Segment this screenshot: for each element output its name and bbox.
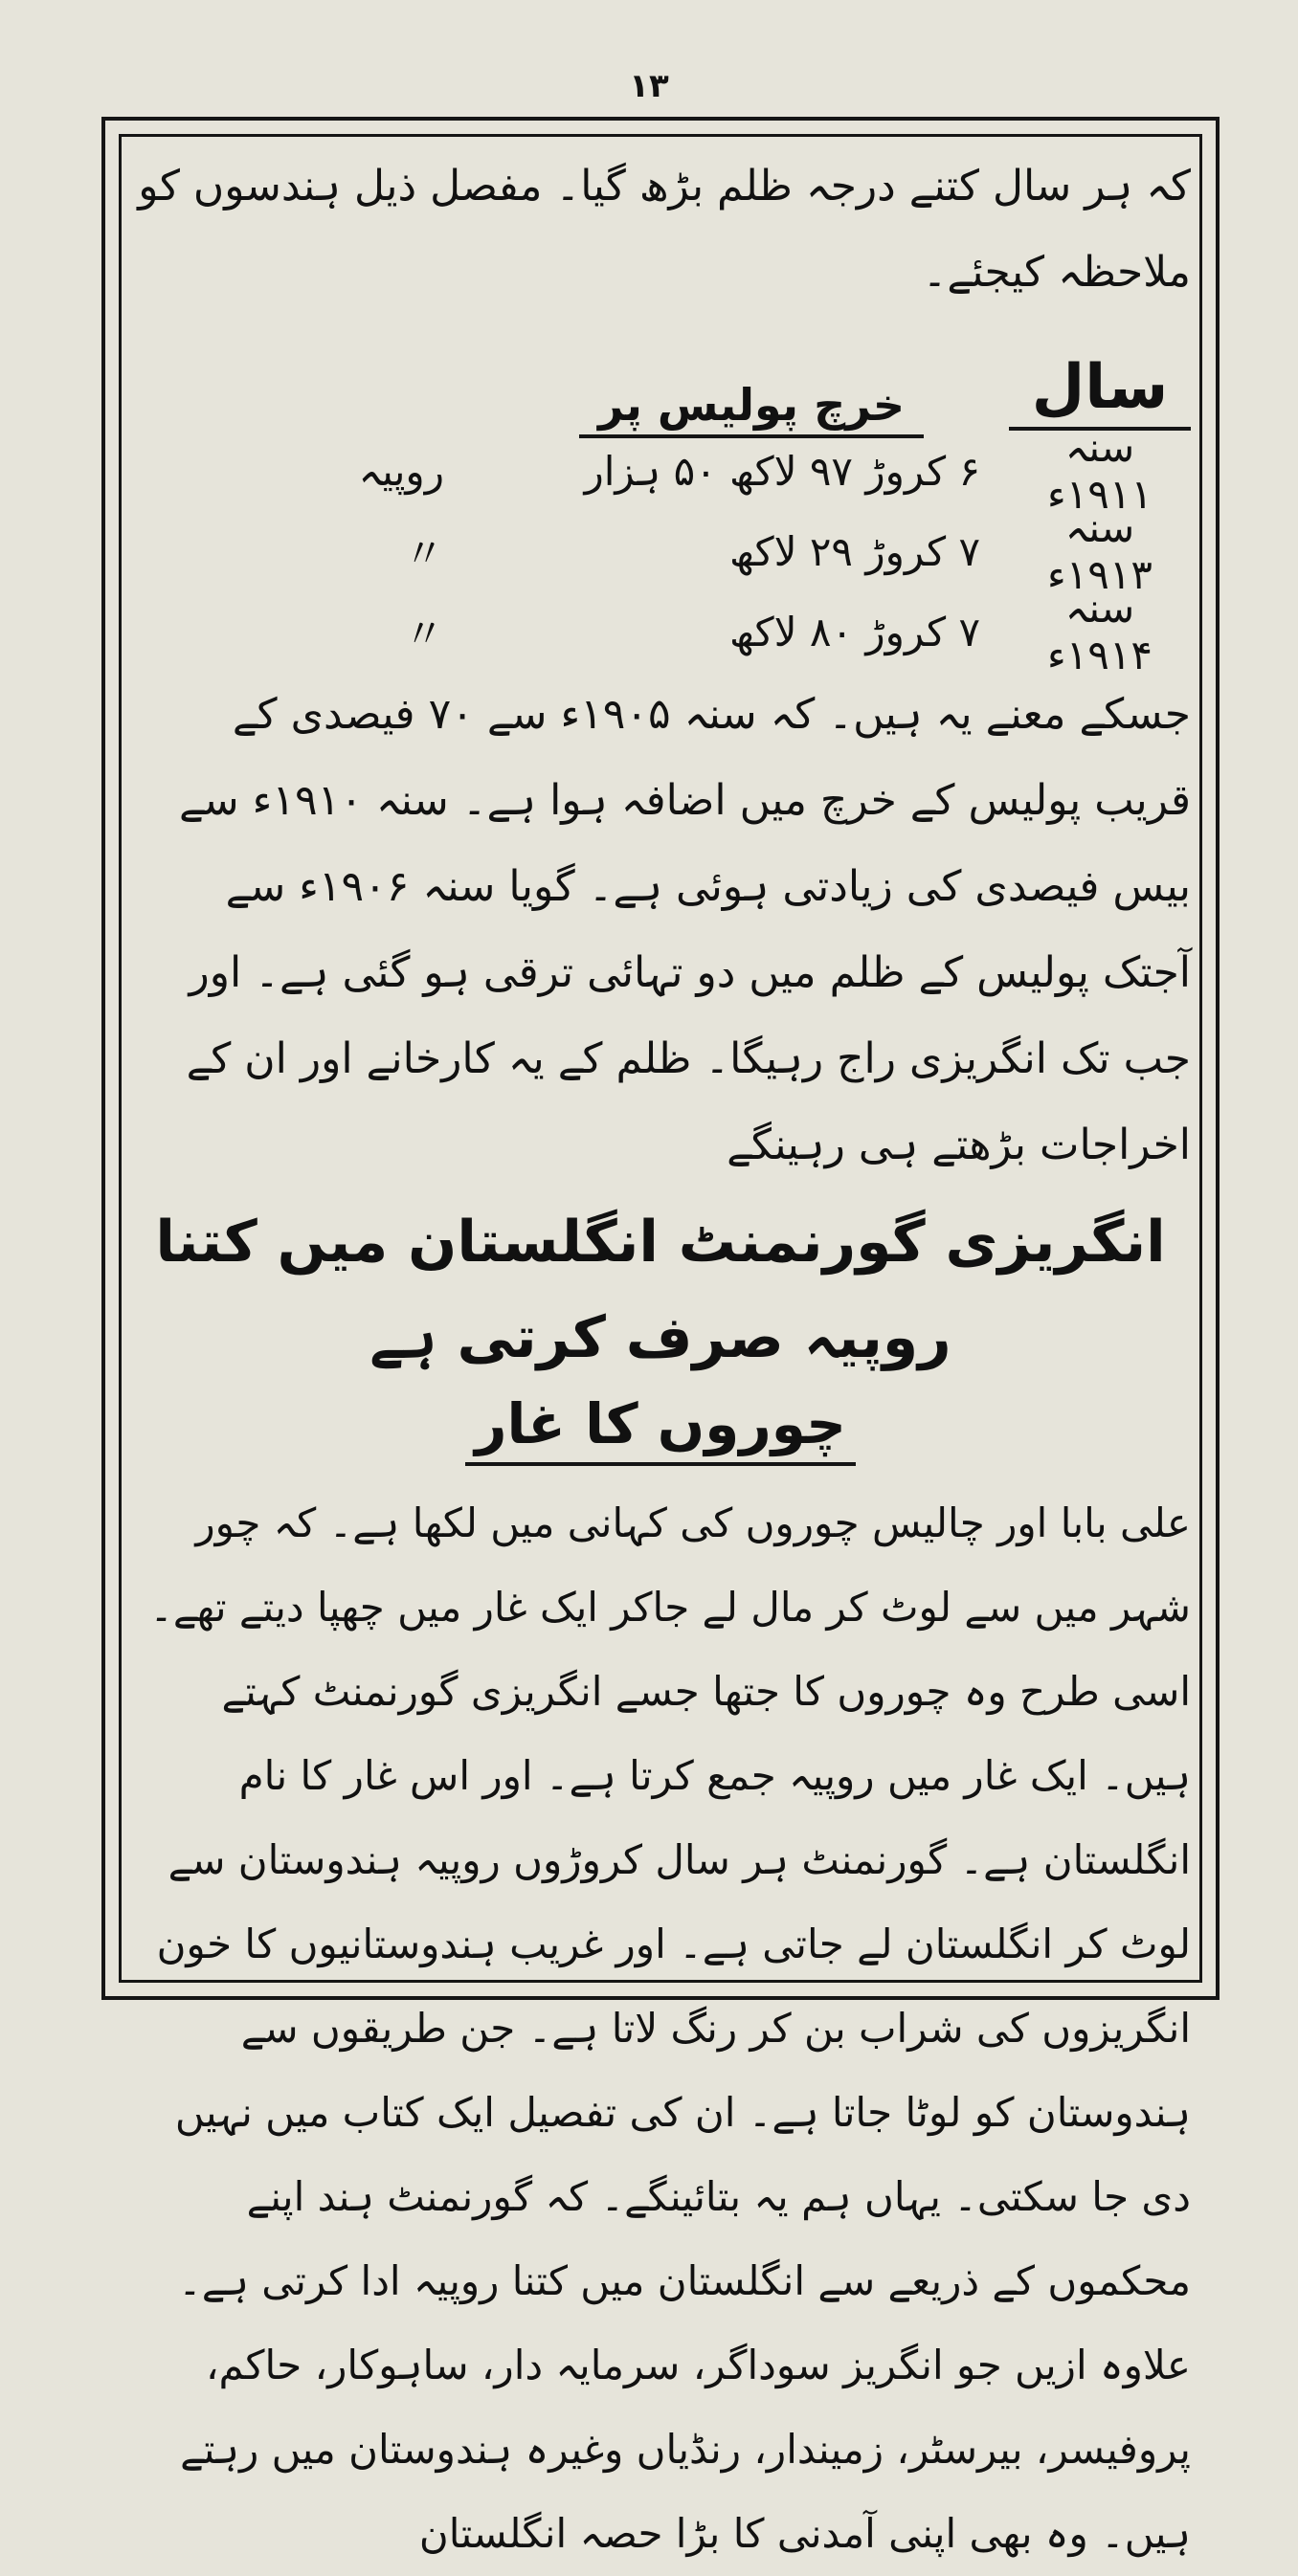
row-year: سنہ ۱۹۱۳ء	[1047, 504, 1153, 598]
table-row	[130, 585, 1191, 678]
section-subheading-wrap	[130, 1386, 1191, 1462]
header-amount: خرچ پولیس پر	[579, 379, 924, 438]
meaning-paragraph: جسکے معنے یہ ہیں۔ کہ سنہ ۱۹۰۵ء سے ۷۰ فیصدی کے قریب پولیس کے خرچ میں اضافہ ہوا ہے۔ سنہ ۱۹۱۰ء سے بیس فیصدی کی زیادتی ہوئی ہے۔ گویا سنہ ۱۹۰۶ء سے آجتک پولیس کے ظلم میں دو تہائی ترقی ہو گئی ہے۔ اور جب تک انگریزی راج رہیگا۔ ظلم کے یہ کارخانے اور ان کے اخراجات بڑھتے ہی رہینگے	[178, 690, 1191, 1169]
table-row	[130, 424, 1191, 518]
row-unit: 〃	[403, 530, 444, 577]
intro-line: کہ ہر سال کتنے درجہ ظلم بڑھ گیا۔ مفصل ذیل ہندسوں کو ملاحظہ کیجئے۔	[138, 162, 1191, 297]
section-heading: انگریزی گورنمنٹ انگلستان میں کتنا روپیہ صرف کرتی ہے	[155, 1209, 1166, 1371]
row-year: سنہ ۱۹۱۱ء	[1047, 424, 1153, 518]
row-unit: روپیہ	[358, 447, 444, 495]
row-amount: ۷ کروڑ ۸۰ لاکھ	[729, 608, 980, 655]
row-amount: ۷ کروڑ ۲۹ لاکھ	[729, 527, 980, 575]
table-header	[130, 316, 1191, 431]
row-year: سنہ ۱۹۱۴ء	[1047, 585, 1153, 678]
header-year: سال	[1009, 352, 1191, 431]
row-amount: ۶ کروڑ ۹۷ لاکھ ۵۰ ہزار	[584, 447, 980, 495]
section-subheading: چوروں کا غار	[465, 1391, 856, 1466]
table-row	[130, 504, 1191, 598]
body-paragraph: علی بابا اور چالیس چوروں کی کہانی میں لکھا ہے۔ کہ چور شہر میں سے لوٹ کر مال لے جاکر ایک غار میں چھپا دیتے تھے۔ اسی طرح وہ چوروں کا جتھا جسے انگریزی گورنمنٹ کہتے ہیں۔ ایک غار میں روپیہ جمع کرتا ہے۔ اور اس غار کا نام انگلستان ہے۔ گورنمنٹ ہر سال کروڑوں روپیہ ہندوستان سے لوٹ کر انگلستان لے جاتی ہے۔ اور غریب ہندوستانیوں کا خون انگریزوں کی شراب بن کر رنگ لاتا ہے۔ جن طریقوں سے ہندوستان کو لوٹا جاتا ہے۔ ان کی تفصیل ایک کتاب میں نہیں دی جا سکتی۔ یہاں ہم یہ بتائینگے۔ کہ گورنمنٹ ہند اپنے محکموں کے ذریعے سے انگلستان میں کتنا روپیہ ادا کرتی ہے۔ علاوہ ازیں جو انگریز سوداگر، سرمایہ دار، ساہوکار، حاکم، پروفیسر، بیرسٹر، زمیندار، رنڈیاں وغیرہ ہندوستان میں رہتے ہیں۔ وہ بھی اپنی آمدنی کا بڑا حصہ انگلستان	[149, 1499, 1191, 2557]
page-number: ۱۳	[629, 67, 669, 105]
header-amount-wrap	[130, 379, 1009, 431]
page-content	[130, 144, 1191, 2557]
row-unit: 〃	[403, 611, 444, 657]
